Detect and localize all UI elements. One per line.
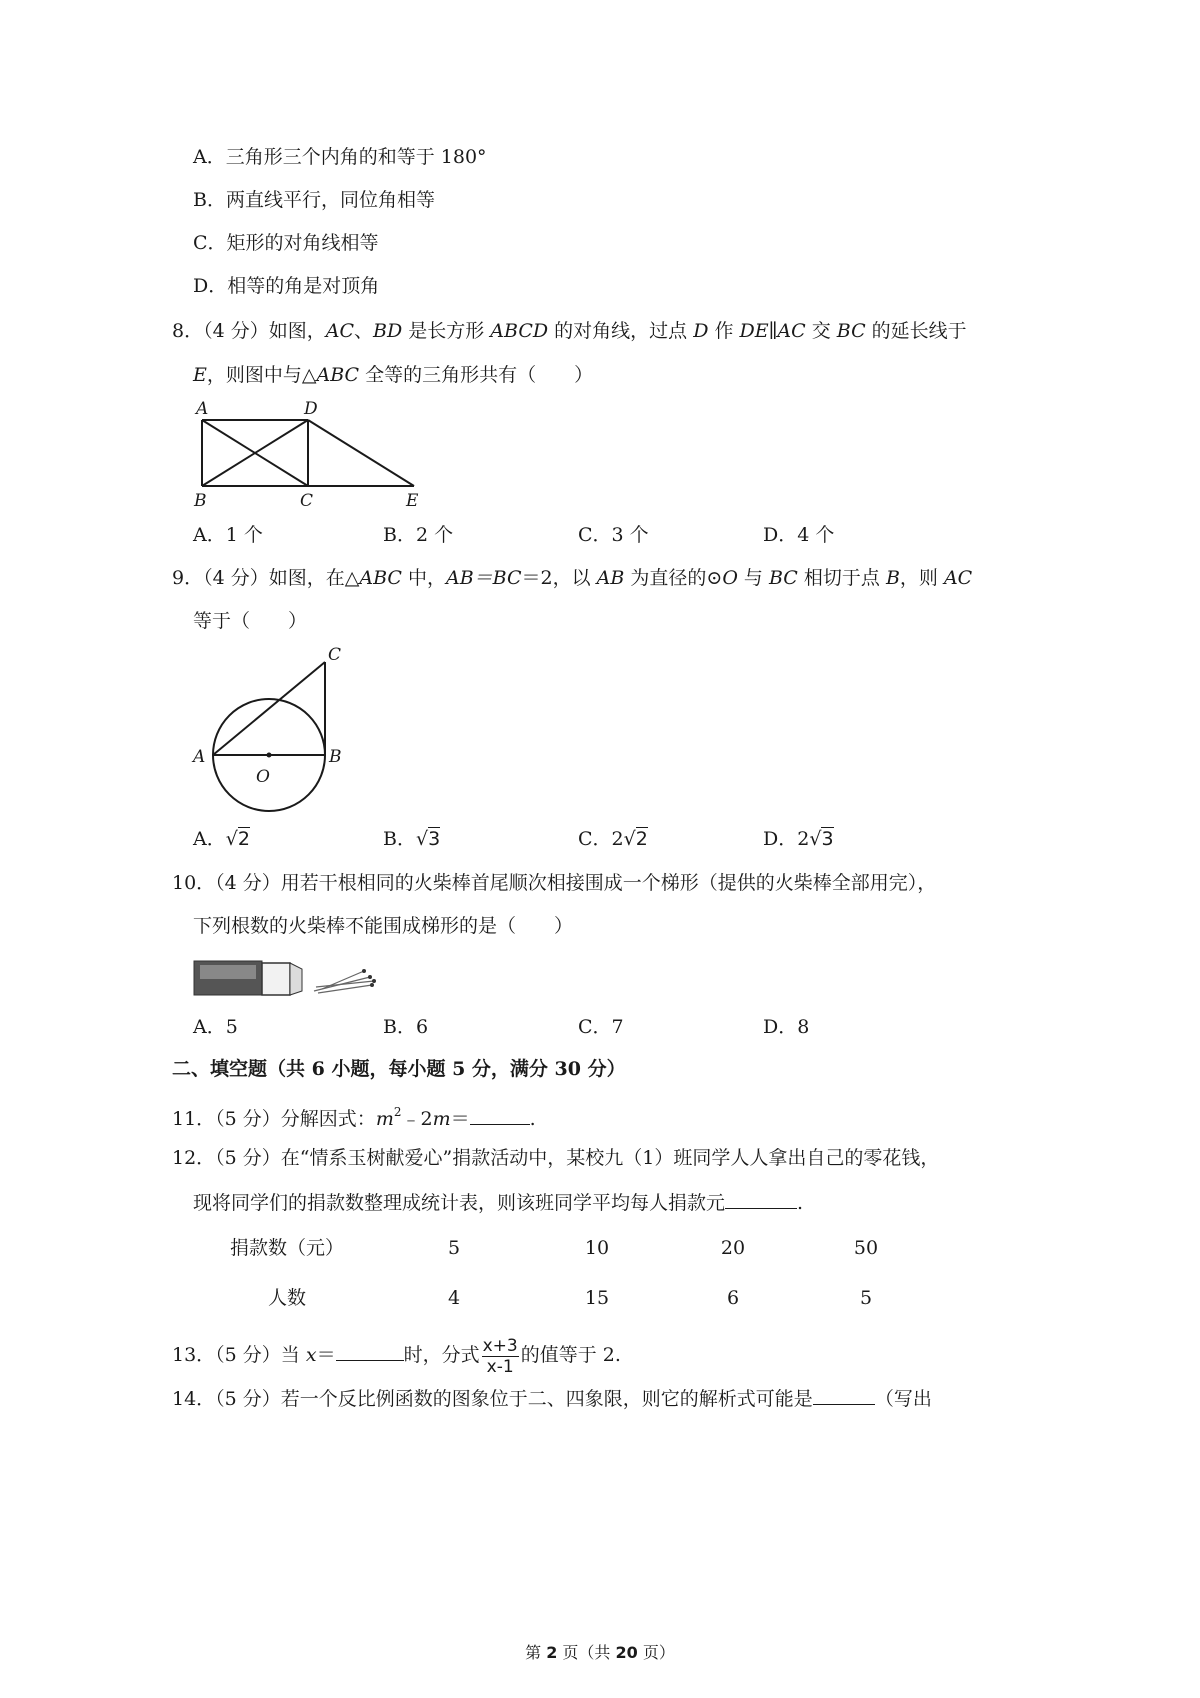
q7-option-d: D．相等的角是对顶角 — [193, 275, 380, 297]
sqrt-symbol: √ — [809, 828, 822, 850]
q13-answer-blank[interactable] — [336, 1342, 404, 1361]
q8-label-c: C — [300, 491, 314, 511]
q9-label-c: C — [328, 645, 342, 665]
table-row1-label: 捐款数（元） — [229, 1237, 344, 1259]
q8-stem-line1: 8．（4 分）如图，AC、BD 是长方形 ABCD 的对角线，过点 D 作 DE∥AC 交 BC 的延长线于 — [172, 320, 967, 342]
q14-stem: 14．（5 分）若一个反比例函数的图象位于二、四象限，则它的解析式可能是 （写出 — [172, 1388, 932, 1410]
q12-answer-blank[interactable] — [725, 1190, 797, 1209]
sqrt-symbol: √ — [623, 828, 636, 850]
q9-option-d: D．2√3 — [763, 828, 834, 850]
q7-option-a: A．三角形三个内角的和等于 180° — [193, 146, 487, 168]
q9-circle-figure — [190, 640, 360, 820]
q9-stem-line2: 等于（ ） — [193, 610, 308, 632]
q8-option-a: A．1 个 — [193, 524, 263, 546]
q8-label-e: E — [406, 491, 419, 511]
q10-option-c: C．7 — [578, 1016, 624, 1038]
q9-option-b: B．√3 — [383, 828, 441, 850]
sqrt-symbol: √ — [415, 828, 429, 850]
table-cell: 5 — [447, 1237, 461, 1259]
q9-label-b: B — [329, 747, 342, 767]
q8-option-c: C．3 个 — [578, 524, 649, 546]
table-cell: 10 — [584, 1237, 610, 1259]
q9-stem-line1: 9．（4 分）如图，在△ABC 中，AB＝BC＝2，以 AB 为直径的⊙O 与 BC 相切于点 B，则 AC — [172, 567, 973, 589]
q13-stem: 13．（5 分）当 x＝ 时，分式 $\frac{x+3}{x-1}$ 的值等于 2. — [172, 1335, 621, 1377]
q7-option-c: C．矩形的对角线相等 — [193, 232, 379, 254]
q8-option-d: D．4 个 — [763, 524, 835, 546]
q13-fraction: $\frac{x+3}{x-1}$ — [482, 1335, 518, 1377]
q10-option-d: D．8 — [763, 1016, 810, 1038]
q8-label-d: D — [304, 399, 318, 419]
q9-label-a: A — [193, 747, 206, 767]
q11-answer-blank[interactable] — [470, 1106, 530, 1125]
table-cell: 6 — [726, 1287, 740, 1309]
q10-stem-line1: 10．（4 分）用若干根相同的火柴棒首尾顺次相接围成一个梯形（提供的火柴棒全部用完）， — [172, 872, 937, 894]
table-cell: 15 — [584, 1287, 610, 1309]
q8-option-b: B．2 个 — [383, 524, 454, 546]
q10-option-b: B．6 — [383, 1016, 429, 1038]
q9-option-a: A．√2 — [193, 828, 250, 850]
table-row2-label: 人数 — [267, 1287, 306, 1309]
sqrt-symbol: √ — [225, 828, 238, 850]
table-cell: 20 — [720, 1237, 746, 1259]
q8-rectangle-figure — [190, 398, 430, 510]
table-cell: 50 — [853, 1237, 879, 1259]
q8-stem-line2: E，则图中与△ABC 全等的三角形共有（ ） — [193, 364, 594, 386]
table-cell: 5 — [859, 1287, 873, 1309]
q10-stem-line2: 下列根数的火柴棒不能围成梯形的是（ ） — [193, 915, 574, 937]
page-footer: 第 2 页（共 20 页） — [525, 1643, 675, 1662]
q9-option-c: C．2√2 — [578, 828, 648, 850]
q10-option-a: A．5 — [193, 1016, 238, 1038]
q9-label-o: O — [256, 767, 270, 787]
page-number: 2 — [546, 1643, 558, 1662]
q8-label-b: B — [194, 491, 207, 511]
section-title: 二、填空题（共 6 小题，每小题 5 分，满分 30 分） — [172, 1058, 626, 1080]
page-total: 20 — [615, 1643, 638, 1662]
q8-label-a: A — [196, 399, 209, 419]
q12-stem-line1: 12．（5 分）在“情系玉树献爱心”捐款活动中，某校九（1）班同学人人拿出自己的零花钱， — [172, 1147, 940, 1169]
q7-option-b: B．两直线平行，同位角相等 — [193, 189, 435, 211]
q11-stem: 11．（5 分）分解因式：$m^2﹣2m=$ . — [172, 1105, 536, 1130]
q12-stem-line2: 现将同学们的捐款数整理成统计表，则该班同学平均每人捐款元 . — [193, 1192, 804, 1214]
q14-answer-blank[interactable] — [813, 1386, 875, 1405]
matchbox-image — [192, 955, 392, 1001]
table-cell: 4 — [447, 1287, 461, 1309]
